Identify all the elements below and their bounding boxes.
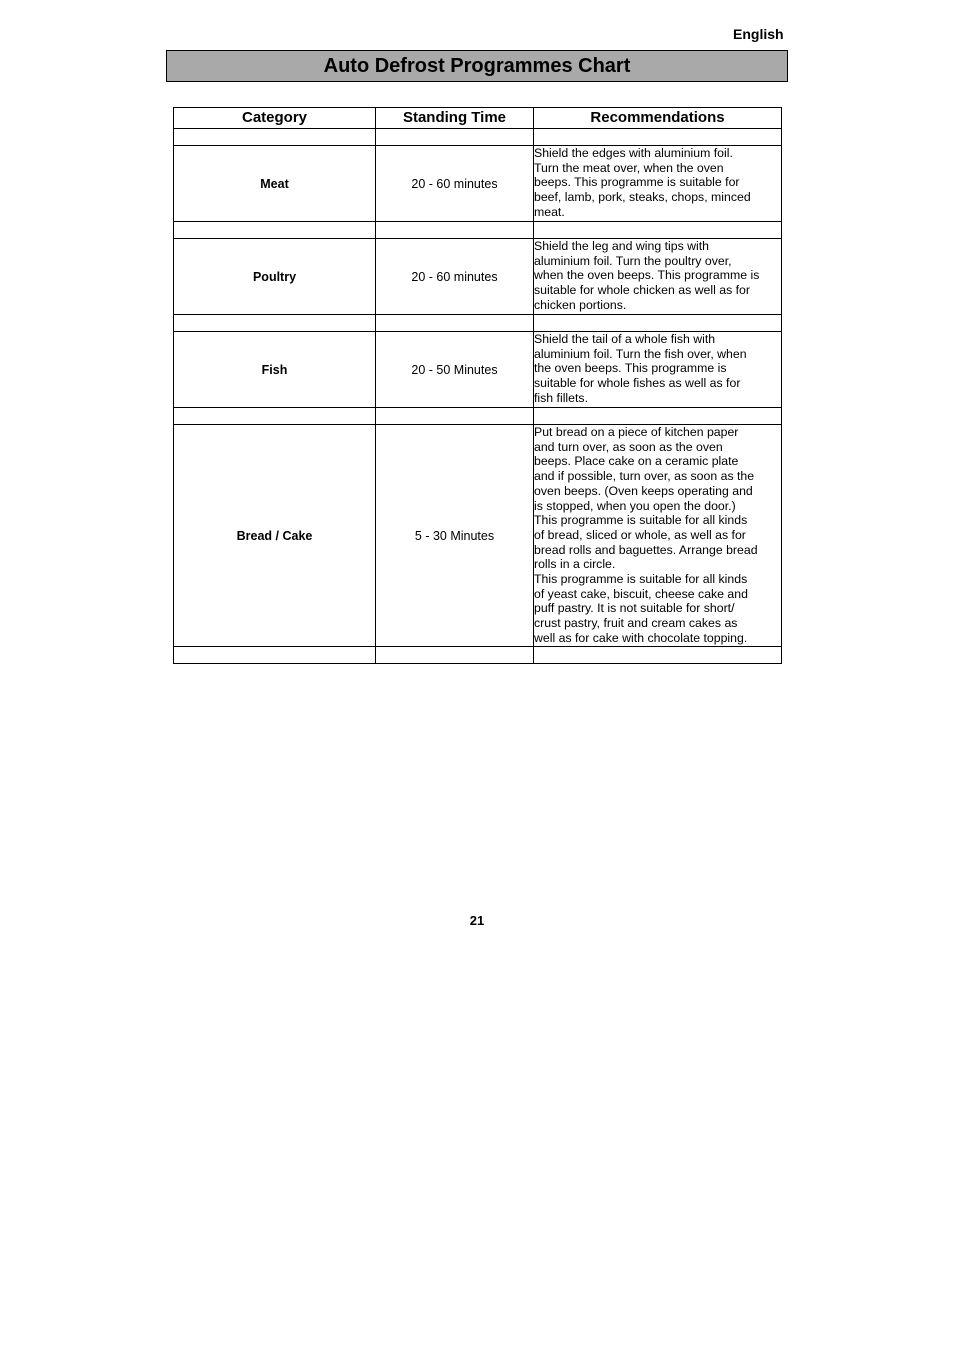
page-title: Auto Defrost Programmes Chart [166, 50, 788, 82]
category-cell: Bread / Cake [174, 425, 376, 647]
spacer-row [174, 222, 782, 239]
spacer-row [174, 408, 782, 425]
recommendation-cell: Shield the edges with aluminium foil. Turn the meat over, when the oven beeps. This programme is suitable for beef, lamb, pork, steaks, chops, minced meat. [534, 146, 782, 222]
category-cell: Poultry [174, 239, 376, 315]
column-header-standing-time: Standing Time [376, 108, 534, 129]
page-number: 21 [469, 913, 485, 928]
standing-time-cell: 20 - 50 Minutes [376, 332, 534, 408]
spacer-row [174, 647, 782, 664]
table-header-row [174, 108, 782, 129]
table-row [174, 332, 782, 408]
defrost-table [173, 107, 782, 664]
category-cell: Fish [174, 332, 376, 408]
spacer-row [174, 315, 782, 332]
spacer-row [174, 129, 782, 146]
table-row [174, 146, 782, 222]
recommendation-cell: Shield the leg and wing tips with aluminium foil. Turn the poultry over, when the oven beeps. This programme is suitable for whole chicken as well as for chicken portions. [534, 239, 782, 315]
language-label: English [733, 26, 784, 42]
standing-time-cell: 20 - 60 minutes [376, 239, 534, 315]
recommendation-cell: Put bread on a piece of kitchen paper and turn over, as soon as the oven beeps. Place cake on a ceramic plate and if possible, turn over, as soon as the oven beeps. (Oven keeps operating and is stopped, when you open the door.) This programme is suitable for all kinds of bread, sliced or whole, as well as for bread rolls and baguettes. Arrange bread rolls in a circle. This programme is suitable for all kinds of yeast cake, biscuit, cheese cake and puff pastry. It is not suitable for short/ crust pastry, fruit and cream cakes as well as for cake with chocolate topping. [534, 425, 782, 647]
standing-time-cell: 5 - 30 Minutes [376, 425, 534, 647]
recommendation-cell: Shield the tail of a whole fish with aluminium foil. Turn the fish over, when the oven beeps. This programme is suitable for whole fishes as well as for fish fillets. [534, 332, 782, 408]
standing-time-cell: 20 - 60 minutes [376, 146, 534, 222]
table-row [174, 239, 782, 315]
column-header-category: Category [174, 108, 376, 129]
column-header-recommendations: Recommendations [534, 108, 782, 129]
category-cell: Meat [174, 146, 376, 222]
table-row [174, 425, 782, 647]
